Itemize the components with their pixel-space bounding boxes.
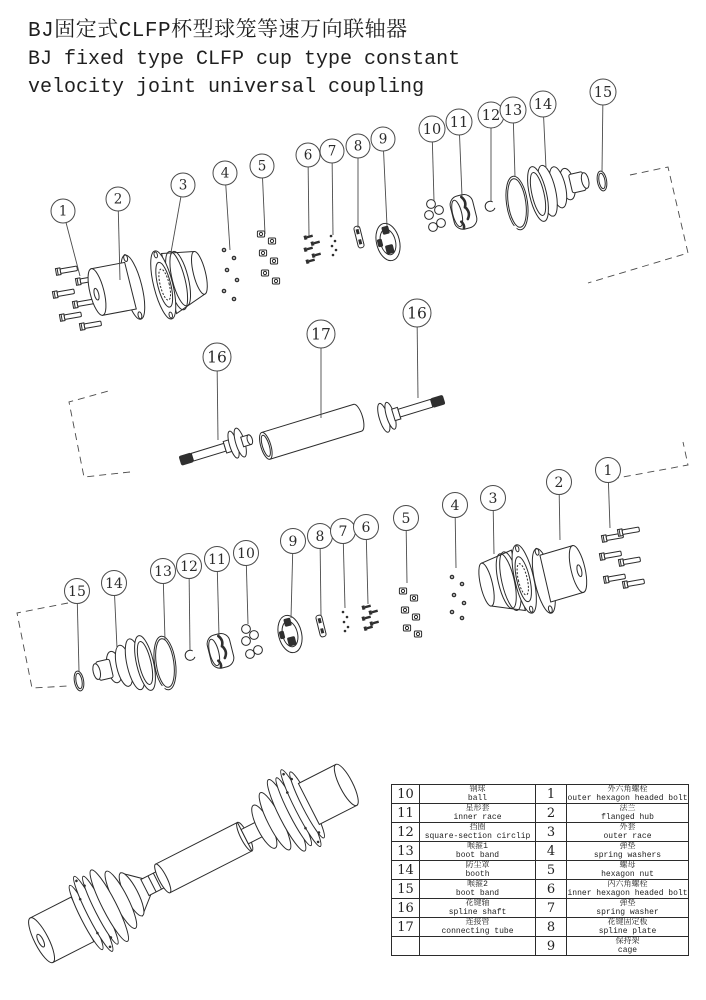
callout-4 [213, 161, 237, 250]
part-number: 3 [536, 823, 567, 842]
svg-text:4: 4 [220, 165, 230, 182]
callout-1 [596, 458, 621, 529]
small-washers-group [342, 611, 350, 633]
part-number: 11 [392, 804, 420, 823]
svg-text:3: 3 [488, 490, 498, 507]
boot [523, 155, 595, 223]
part-number: 13 [392, 842, 420, 861]
svg-text:13: 13 [154, 563, 172, 580]
boot-band-ring [73, 670, 86, 691]
callout-6 [354, 515, 379, 605]
svg-text:15: 15 [593, 84, 613, 101]
part-name: 保持架 cage [567, 937, 689, 956]
svg-text:7: 7 [327, 143, 337, 160]
svg-text:14: 14 [533, 96, 553, 113]
balls-group [242, 625, 263, 659]
svg-text:15: 15 [68, 583, 86, 600]
retaining-ring [503, 175, 531, 232]
spline-plate [353, 226, 364, 249]
part-number: 10 [392, 785, 420, 804]
svg-text:16: 16 [407, 304, 427, 323]
outer-race [473, 543, 541, 623]
break-boundary-middle-left [69, 390, 130, 477]
title-line-chinese: BJ固定式CLFP杯型球笼等速万向联轴器 [28, 20, 408, 43]
callout-11 [205, 547, 230, 637]
svg-text:7: 7 [338, 523, 348, 540]
svg-text:1: 1 [603, 462, 613, 479]
callout-3 [481, 486, 506, 555]
svg-text:14: 14 [105, 575, 123, 592]
part-name: 外六角螺栓 outer hexagon headed bolt [567, 785, 688, 803]
hex-nuts-group [399, 588, 421, 637]
callout-14 [530, 91, 556, 168]
part-name: 弹垫 spring washer [567, 899, 689, 918]
part-name [420, 937, 536, 956]
part-name: 外套 outer race [567, 823, 689, 842]
part-name: 花键固定板 spline plate [567, 918, 689, 937]
bottom-exploded-view [17, 442, 688, 702]
circlip [484, 201, 495, 212]
callout-12 [478, 102, 504, 201]
part-name: 花键轴 spline shaft [420, 899, 536, 918]
part-number: 15 [392, 880, 420, 899]
svg-text:13: 13 [503, 102, 523, 119]
callout-4 [443, 493, 468, 569]
callout-2 [547, 470, 572, 541]
callout-16-right [403, 299, 431, 398]
part-name: 喉箍2 boot band [420, 880, 536, 899]
callout-6 [296, 143, 320, 236]
assembled-view [16, 744, 372, 982]
svg-text:9: 9 [378, 131, 388, 148]
spring-washers-group [450, 575, 467, 621]
socket-bolts-group [361, 604, 379, 631]
socket-bolts-group [303, 234, 321, 264]
part-number: 9 [536, 937, 567, 956]
hex-nuts-group [257, 231, 279, 284]
part-name: 法兰 flanged hub [567, 804, 689, 823]
table-row [392, 804, 689, 823]
part-number: 2 [536, 804, 567, 823]
part-name: 连接管 connecting tube [420, 918, 536, 937]
svg-text:1: 1 [58, 203, 68, 220]
part-name: 挡圈 square-section circlip [420, 823, 536, 842]
svg-text:5: 5 [401, 510, 411, 527]
spline-plate [315, 615, 326, 638]
svg-text:8: 8 [353, 138, 363, 155]
part-name: 螺母 hexagon nut [567, 861, 689, 880]
connecting-tube [257, 403, 367, 461]
svg-text:11: 11 [208, 551, 226, 568]
flanged-hub [83, 252, 150, 329]
cage [372, 221, 404, 263]
part-name: 内六角螺栓 inner hexagon headed bolt [567, 880, 688, 898]
callout-3 [170, 173, 195, 258]
callout-8 [308, 524, 333, 617]
svg-text:17: 17 [311, 325, 331, 344]
svg-text:12: 12 [180, 558, 198, 575]
svg-text:8: 8 [315, 528, 325, 545]
svg-text:6: 6 [303, 147, 313, 164]
title-line-english-1: BJ fixed type CLFP cup type constant [28, 48, 461, 71]
part-name: 弹垫 spring washers [567, 842, 689, 861]
svg-text:10: 10 [237, 545, 255, 562]
parts-table [391, 784, 689, 956]
title-line-english-2: velocity joint universal coupling [28, 76, 425, 99]
callout-10 [234, 541, 259, 625]
spring-washers-group [222, 248, 240, 302]
boot [88, 634, 160, 702]
part-number: 12 [392, 823, 420, 842]
part-number: 14 [392, 861, 420, 880]
callout-11 [446, 109, 472, 196]
small-washers-group [330, 235, 338, 257]
callout-14 [102, 571, 127, 649]
table-row [392, 861, 689, 880]
table-row [392, 899, 689, 918]
callout-15 [65, 579, 90, 672]
table-row [392, 842, 689, 861]
top-exploded-view [51, 79, 688, 330]
svg-text:6: 6 [361, 519, 371, 536]
circlip [184, 650, 195, 661]
callout-16-left [203, 343, 231, 440]
callout-9 [281, 529, 306, 619]
svg-text:16: 16 [207, 348, 227, 367]
svg-text:10: 10 [422, 121, 442, 138]
callout-8 [346, 134, 370, 228]
part-number: 5 [536, 861, 567, 880]
inner-race [205, 632, 236, 671]
part-number: 6 [536, 880, 567, 899]
part-number [392, 937, 420, 956]
callout-5 [394, 506, 419, 584]
svg-text:3: 3 [178, 177, 188, 194]
part-name: 防尘罩 booth [420, 861, 536, 880]
callout-5 [250, 154, 274, 234]
table-row [392, 937, 689, 956]
shaft-section-view [69, 299, 448, 477]
part-number: 7 [536, 899, 567, 918]
svg-text:2: 2 [554, 474, 564, 491]
part-name: 钢球 ball [420, 785, 536, 804]
break-boundary-bottom-right [612, 442, 688, 479]
svg-text:5: 5 [257, 158, 267, 175]
spline-shaft-left [176, 425, 257, 476]
part-number: 16 [392, 899, 420, 918]
callout-15 [590, 79, 616, 172]
table-row [392, 918, 689, 937]
boot-band-ring [596, 170, 609, 191]
callout-7 [331, 519, 356, 609]
table-row [392, 880, 689, 899]
balls-group [425, 200, 446, 232]
part-name: 星形套 inner race [420, 804, 536, 823]
callout-9 [371, 127, 395, 226]
outer-race [146, 240, 215, 321]
svg-text:9: 9 [288, 533, 298, 550]
part-number: 8 [536, 918, 567, 937]
table-row [392, 785, 689, 804]
svg-text:11: 11 [449, 114, 469, 131]
callout-7 [320, 139, 344, 235]
callout-17 [307, 320, 335, 418]
table-row [392, 823, 689, 842]
break-boundary-top-right [588, 167, 688, 283]
part-number: 17 [392, 918, 420, 937]
callout-10 [419, 116, 445, 201]
svg-text:2: 2 [113, 191, 123, 208]
break-boundary-bottom-left [17, 603, 68, 688]
inner-race [448, 193, 479, 232]
part-name: 喉箍1 boot band [420, 842, 536, 861]
spline-shaft-right [375, 385, 448, 433]
cage [274, 613, 306, 655]
part-number: 4 [536, 842, 567, 861]
callout-12 [177, 554, 202, 652]
callout-1 [51, 199, 80, 276]
flanged-hub [528, 539, 594, 615]
part-number: 1 [536, 785, 567, 804]
callout-13 [151, 559, 176, 641]
callout-13 [500, 97, 526, 177]
svg-text:4: 4 [450, 497, 460, 514]
hex-bolts-group [599, 526, 644, 588]
svg-text:12: 12 [481, 107, 501, 124]
